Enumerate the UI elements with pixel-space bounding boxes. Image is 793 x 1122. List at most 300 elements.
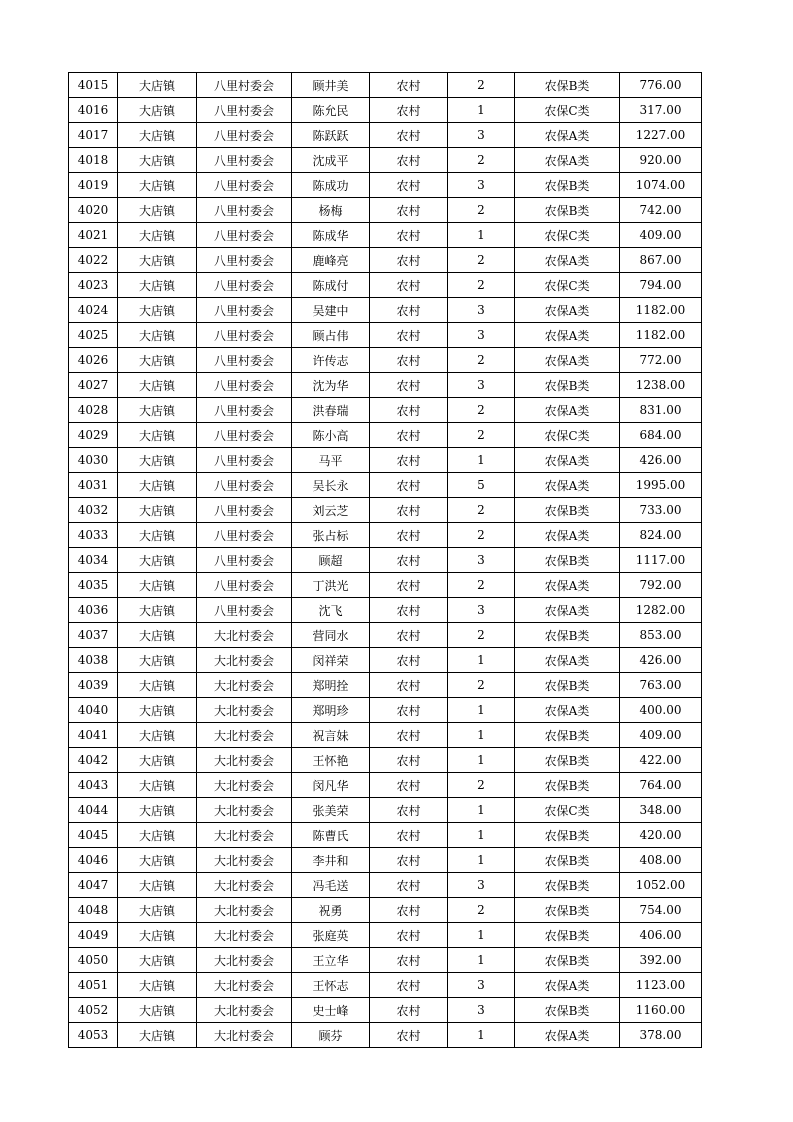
amount-cell: 1282.00 (620, 598, 702, 623)
table-row (69, 823, 702, 848)
amount-cell: 1123.00 (620, 973, 702, 998)
table-row (69, 98, 702, 123)
table-row (69, 548, 702, 573)
household-count-cell: 3 (448, 173, 515, 198)
village-cell: 八里村委会 (197, 248, 292, 273)
town-cell: 大店镇 (118, 148, 197, 173)
name-cell: 王立华 (292, 948, 370, 973)
household-count-cell: 1 (448, 923, 515, 948)
insurance-category-cell: 农保B类 (515, 748, 620, 773)
name-cell: 史士峰 (292, 998, 370, 1023)
town-cell: 大店镇 (118, 598, 197, 623)
household-count-cell: 2 (448, 573, 515, 598)
insurance-category-cell: 农保B类 (515, 998, 620, 1023)
name-cell: 沈为华 (292, 373, 370, 398)
village-cell: 八里村委会 (197, 423, 292, 448)
amount-cell: 408.00 (620, 848, 702, 873)
town-cell: 大店镇 (118, 748, 197, 773)
village-cell: 大北村委会 (197, 748, 292, 773)
town-cell: 大店镇 (118, 348, 197, 373)
household-count-cell: 3 (448, 998, 515, 1023)
table-row (69, 348, 702, 373)
row-id-cell: 4024 (69, 298, 118, 323)
name-cell: 刘云芝 (292, 498, 370, 523)
household-count-cell: 3 (448, 323, 515, 348)
row-id-cell: 4044 (69, 798, 118, 823)
row-id-cell: 4028 (69, 398, 118, 423)
row-id-cell: 4049 (69, 923, 118, 948)
row-id-cell: 4043 (69, 773, 118, 798)
row-id-cell: 4021 (69, 223, 118, 248)
row-id-cell: 4023 (69, 273, 118, 298)
town-cell: 大店镇 (118, 298, 197, 323)
amount-cell: 792.00 (620, 573, 702, 598)
name-cell: 祝勇 (292, 898, 370, 923)
name-cell: 张庭英 (292, 923, 370, 948)
village-cell: 大北村委会 (197, 848, 292, 873)
name-cell: 陈成功 (292, 173, 370, 198)
table-row (69, 298, 702, 323)
village-cell: 八里村委会 (197, 348, 292, 373)
row-id-cell: 4029 (69, 423, 118, 448)
amount-cell: 772.00 (620, 348, 702, 373)
town-cell: 大店镇 (118, 848, 197, 873)
village-cell: 大北村委会 (197, 1023, 292, 1048)
row-id-cell: 4015 (69, 73, 118, 98)
town-cell: 大店镇 (118, 623, 197, 648)
household-count-cell: 2 (448, 773, 515, 798)
insurance-category-cell: 农保A类 (515, 598, 620, 623)
insurance-category-cell: 农保B类 (515, 498, 620, 523)
village-cell: 八里村委会 (197, 148, 292, 173)
name-cell: 陈成华 (292, 223, 370, 248)
row-id-cell: 4035 (69, 573, 118, 598)
town-cell: 大店镇 (118, 273, 197, 298)
table-row (69, 948, 702, 973)
town-cell: 大店镇 (118, 373, 197, 398)
town-cell: 大店镇 (118, 98, 197, 123)
insurance-category-cell: 农保C类 (515, 423, 620, 448)
amount-cell: 426.00 (620, 448, 702, 473)
row-id-cell: 4036 (69, 598, 118, 623)
area-type-cell: 农村 (370, 723, 448, 748)
village-cell: 八里村委会 (197, 598, 292, 623)
town-cell: 大店镇 (118, 423, 197, 448)
village-cell: 八里村委会 (197, 198, 292, 223)
table-row (69, 73, 702, 98)
town-cell: 大店镇 (118, 498, 197, 523)
village-cell: 大北村委会 (197, 923, 292, 948)
amount-cell: 1995.00 (620, 473, 702, 498)
household-count-cell: 3 (448, 598, 515, 623)
household-count-cell: 2 (448, 148, 515, 173)
household-count-cell: 1 (448, 748, 515, 773)
row-id-cell: 4020 (69, 198, 118, 223)
amount-cell: 920.00 (620, 148, 702, 173)
town-cell: 大店镇 (118, 673, 197, 698)
amount-cell: 422.00 (620, 748, 702, 773)
amount-cell: 420.00 (620, 823, 702, 848)
insurance-category-cell: 农保B类 (515, 673, 620, 698)
name-cell: 营同水 (292, 623, 370, 648)
name-cell: 冯毛送 (292, 873, 370, 898)
town-cell: 大店镇 (118, 1023, 197, 1048)
household-count-cell: 1 (448, 723, 515, 748)
village-cell: 八里村委会 (197, 273, 292, 298)
area-type-cell: 农村 (370, 923, 448, 948)
name-cell: 陈允民 (292, 98, 370, 123)
area-type-cell: 农村 (370, 123, 448, 148)
household-count-cell: 2 (448, 198, 515, 223)
name-cell: 陈跃跃 (292, 123, 370, 148)
town-cell: 大店镇 (118, 948, 197, 973)
data-table (68, 72, 702, 1048)
village-cell: 大北村委会 (197, 698, 292, 723)
insurance-category-cell: 农保A类 (515, 123, 620, 148)
town-cell: 大店镇 (118, 648, 197, 673)
area-type-cell: 农村 (370, 98, 448, 123)
insurance-category-cell: 农保A类 (515, 698, 620, 723)
household-count-cell: 2 (448, 348, 515, 373)
name-cell: 马平 (292, 448, 370, 473)
amount-cell: 378.00 (620, 1023, 702, 1048)
row-id-cell: 4050 (69, 948, 118, 973)
table-body (69, 73, 702, 1048)
area-type-cell: 农村 (370, 598, 448, 623)
row-id-cell: 4019 (69, 173, 118, 198)
amount-cell: 1052.00 (620, 873, 702, 898)
village-cell: 八里村委会 (197, 448, 292, 473)
name-cell: 陈小高 (292, 423, 370, 448)
household-count-cell: 2 (448, 398, 515, 423)
area-type-cell: 农村 (370, 73, 448, 98)
table-row (69, 223, 702, 248)
insurance-category-cell: 农保A类 (515, 973, 620, 998)
amount-cell: 392.00 (620, 948, 702, 973)
town-cell: 大店镇 (118, 698, 197, 723)
household-count-cell: 1 (448, 848, 515, 873)
table-row (69, 923, 702, 948)
row-id-cell: 4016 (69, 98, 118, 123)
town-cell: 大店镇 (118, 448, 197, 473)
town-cell: 大店镇 (118, 798, 197, 823)
row-id-cell: 4034 (69, 548, 118, 573)
table-row (69, 698, 702, 723)
table-row (69, 373, 702, 398)
table-row (69, 323, 702, 348)
insurance-category-cell: 农保A类 (515, 523, 620, 548)
name-cell: 陈曹氏 (292, 823, 370, 848)
name-cell: 郑明珍 (292, 698, 370, 723)
table-row (69, 673, 702, 698)
name-cell: 顾芬 (292, 1023, 370, 1048)
table-row (69, 173, 702, 198)
name-cell: 吴长永 (292, 473, 370, 498)
name-cell: 杨梅 (292, 198, 370, 223)
table-row (69, 898, 702, 923)
insurance-category-cell: 农保B类 (515, 173, 620, 198)
amount-cell: 409.00 (620, 723, 702, 748)
insurance-category-cell: 农保B类 (515, 723, 620, 748)
amount-cell: 763.00 (620, 673, 702, 698)
village-cell: 大北村委会 (197, 773, 292, 798)
insurance-category-cell: 农保B类 (515, 923, 620, 948)
area-type-cell: 农村 (370, 773, 448, 798)
town-cell: 大店镇 (118, 198, 197, 223)
insurance-category-cell: 农保A类 (515, 298, 620, 323)
row-id-cell: 4025 (69, 323, 118, 348)
name-cell: 闵凡华 (292, 773, 370, 798)
row-id-cell: 4047 (69, 873, 118, 898)
amount-cell: 348.00 (620, 798, 702, 823)
household-count-cell: 1 (448, 223, 515, 248)
town-cell: 大店镇 (118, 323, 197, 348)
area-type-cell: 农村 (370, 173, 448, 198)
area-type-cell: 农村 (370, 298, 448, 323)
area-type-cell: 农村 (370, 673, 448, 698)
town-cell: 大店镇 (118, 573, 197, 598)
row-id-cell: 4037 (69, 623, 118, 648)
table-row (69, 773, 702, 798)
amount-cell: 1074.00 (620, 173, 702, 198)
name-cell: 顾占伟 (292, 323, 370, 348)
household-count-cell: 1 (448, 823, 515, 848)
table-row (69, 273, 702, 298)
amount-cell: 764.00 (620, 773, 702, 798)
amount-cell: 1117.00 (620, 548, 702, 573)
row-id-cell: 4030 (69, 448, 118, 473)
household-count-cell: 1 (448, 648, 515, 673)
insurance-category-cell: 农保A类 (515, 348, 620, 373)
village-cell: 八里村委会 (197, 98, 292, 123)
household-count-cell: 3 (448, 548, 515, 573)
row-id-cell: 4041 (69, 723, 118, 748)
name-cell: 洪春瑞 (292, 398, 370, 423)
row-id-cell: 4045 (69, 823, 118, 848)
village-cell: 八里村委会 (197, 573, 292, 598)
insurance-category-cell: 农保B类 (515, 548, 620, 573)
row-id-cell: 4053 (69, 1023, 118, 1048)
town-cell: 大店镇 (118, 723, 197, 748)
area-type-cell: 农村 (370, 748, 448, 773)
table-row (69, 573, 702, 598)
town-cell: 大店镇 (118, 123, 197, 148)
row-id-cell: 4039 (69, 673, 118, 698)
area-type-cell: 农村 (370, 223, 448, 248)
amount-cell: 406.00 (620, 923, 702, 948)
town-cell: 大店镇 (118, 473, 197, 498)
household-count-cell: 2 (448, 898, 515, 923)
household-count-cell: 2 (448, 248, 515, 273)
table-row (69, 398, 702, 423)
amount-cell: 754.00 (620, 898, 702, 923)
table-row (69, 998, 702, 1023)
amount-cell: 400.00 (620, 698, 702, 723)
table-row (69, 748, 702, 773)
name-cell: 沈成平 (292, 148, 370, 173)
amount-cell: 794.00 (620, 273, 702, 298)
area-type-cell: 农村 (370, 873, 448, 898)
amount-cell: 317.00 (620, 98, 702, 123)
household-count-cell: 3 (448, 123, 515, 148)
name-cell: 沈飞 (292, 598, 370, 623)
insurance-category-cell: 农保A类 (515, 448, 620, 473)
row-id-cell: 4018 (69, 148, 118, 173)
name-cell: 闵祥荣 (292, 648, 370, 673)
household-count-cell: 5 (448, 473, 515, 498)
insurance-category-cell: 农保A类 (515, 323, 620, 348)
household-count-cell: 2 (448, 623, 515, 648)
insurance-category-cell: 农保B类 (515, 623, 620, 648)
village-cell: 八里村委会 (197, 498, 292, 523)
town-cell: 大店镇 (118, 973, 197, 998)
amount-cell: 853.00 (620, 623, 702, 648)
area-type-cell: 农村 (370, 848, 448, 873)
area-type-cell: 农村 (370, 448, 448, 473)
amount-cell: 867.00 (620, 248, 702, 273)
village-cell: 八里村委会 (197, 398, 292, 423)
village-cell: 大北村委会 (197, 648, 292, 673)
area-type-cell: 农村 (370, 198, 448, 223)
row-id-cell: 4027 (69, 373, 118, 398)
area-type-cell: 农村 (370, 473, 448, 498)
insurance-category-cell: 农保B类 (515, 198, 620, 223)
insurance-category-cell: 农保A类 (515, 648, 620, 673)
table-row (69, 598, 702, 623)
name-cell: 顾超 (292, 548, 370, 573)
name-cell: 顾井美 (292, 73, 370, 98)
household-count-cell: 3 (448, 973, 515, 998)
insurance-category-cell: 农保A类 (515, 1023, 620, 1048)
row-id-cell: 4052 (69, 998, 118, 1023)
area-type-cell: 农村 (370, 248, 448, 273)
town-cell: 大店镇 (118, 548, 197, 573)
town-cell: 大店镇 (118, 523, 197, 548)
name-cell: 陈成付 (292, 273, 370, 298)
area-type-cell: 农村 (370, 548, 448, 573)
area-type-cell: 农村 (370, 998, 448, 1023)
table-row (69, 873, 702, 898)
name-cell: 许传志 (292, 348, 370, 373)
table-row (69, 623, 702, 648)
household-count-cell: 2 (448, 523, 515, 548)
table-row (69, 123, 702, 148)
village-cell: 八里村委会 (197, 548, 292, 573)
village-cell: 大北村委会 (197, 973, 292, 998)
household-count-cell: 2 (448, 273, 515, 298)
insurance-category-cell: 农保C类 (515, 98, 620, 123)
name-cell: 鹿峰亮 (292, 248, 370, 273)
table-row (69, 448, 702, 473)
area-type-cell: 农村 (370, 623, 448, 648)
area-type-cell: 农村 (370, 823, 448, 848)
row-id-cell: 4042 (69, 748, 118, 773)
insurance-category-cell: 农保A类 (515, 473, 620, 498)
insurance-category-cell: 农保C类 (515, 798, 620, 823)
village-cell: 八里村委会 (197, 373, 292, 398)
name-cell: 丁洪光 (292, 573, 370, 598)
village-cell: 八里村委会 (197, 73, 292, 98)
area-type-cell: 农村 (370, 948, 448, 973)
area-type-cell: 农村 (370, 398, 448, 423)
amount-cell: 1160.00 (620, 998, 702, 1023)
household-count-cell: 1 (448, 1023, 515, 1048)
insurance-category-cell: 农保C类 (515, 273, 620, 298)
row-id-cell: 4031 (69, 473, 118, 498)
amount-cell: 1227.00 (620, 123, 702, 148)
amount-cell: 776.00 (620, 73, 702, 98)
town-cell: 大店镇 (118, 248, 197, 273)
table-row (69, 798, 702, 823)
name-cell: 祝言妹 (292, 723, 370, 748)
area-type-cell: 农村 (370, 648, 448, 673)
amount-cell: 831.00 (620, 398, 702, 423)
insurance-category-cell: 农保B类 (515, 873, 620, 898)
row-id-cell: 4048 (69, 898, 118, 923)
household-count-cell: 2 (448, 498, 515, 523)
amount-cell: 742.00 (620, 198, 702, 223)
area-type-cell: 农村 (370, 573, 448, 598)
name-cell: 张占标 (292, 523, 370, 548)
town-cell: 大店镇 (118, 898, 197, 923)
village-cell: 大北村委会 (197, 623, 292, 648)
village-cell: 大北村委会 (197, 873, 292, 898)
insurance-category-cell: 农保A类 (515, 573, 620, 598)
row-id-cell: 4051 (69, 973, 118, 998)
amount-cell: 1182.00 (620, 298, 702, 323)
amount-cell: 409.00 (620, 223, 702, 248)
area-type-cell: 农村 (370, 798, 448, 823)
household-count-cell: 2 (448, 673, 515, 698)
village-cell: 八里村委会 (197, 523, 292, 548)
area-type-cell: 农村 (370, 498, 448, 523)
household-count-cell: 3 (448, 873, 515, 898)
row-id-cell: 4038 (69, 648, 118, 673)
insurance-category-cell: 农保B类 (515, 848, 620, 873)
amount-cell: 733.00 (620, 498, 702, 523)
household-count-cell: 1 (448, 948, 515, 973)
row-id-cell: 4046 (69, 848, 118, 873)
table-row (69, 848, 702, 873)
town-cell: 大店镇 (118, 923, 197, 948)
table-row (69, 248, 702, 273)
insurance-category-cell: 农保A类 (515, 398, 620, 423)
table-row (69, 498, 702, 523)
table-row (69, 723, 702, 748)
town-cell: 大店镇 (118, 223, 197, 248)
name-cell: 王怀志 (292, 973, 370, 998)
insurance-category-cell: 农保A类 (515, 148, 620, 173)
row-id-cell: 4040 (69, 698, 118, 723)
amount-cell: 1238.00 (620, 373, 702, 398)
amount-cell: 684.00 (620, 423, 702, 448)
row-id-cell: 4026 (69, 348, 118, 373)
insurance-category-cell: 农保B类 (515, 948, 620, 973)
name-cell: 郑明拴 (292, 673, 370, 698)
village-cell: 大北村委会 (197, 998, 292, 1023)
area-type-cell: 农村 (370, 423, 448, 448)
insurance-category-cell: 农保C类 (515, 223, 620, 248)
area-type-cell: 农村 (370, 323, 448, 348)
village-cell: 八里村委会 (197, 223, 292, 248)
town-cell: 大店镇 (118, 73, 197, 98)
town-cell: 大店镇 (118, 823, 197, 848)
name-cell: 吴建中 (292, 298, 370, 323)
insurance-category-cell: 农保B类 (515, 373, 620, 398)
table-row (69, 423, 702, 448)
village-cell: 大北村委会 (197, 948, 292, 973)
village-cell: 大北村委会 (197, 673, 292, 698)
